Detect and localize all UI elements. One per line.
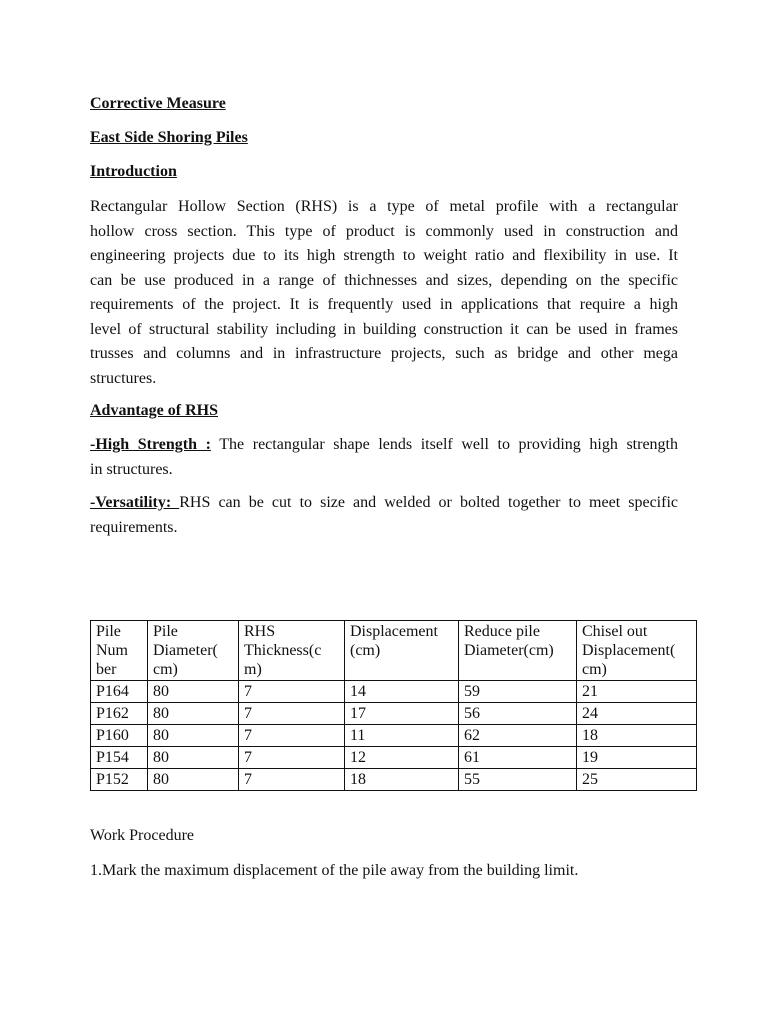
- cell-displacement: 12: [345, 747, 459, 769]
- cell-displacement: 17: [345, 703, 459, 725]
- introduction-paragraph: [90, 195, 678, 391]
- heading-advantage-of-rhs: Advantage of RHS: [90, 402, 219, 419]
- advantage-line: requirements.: [90, 518, 178, 536]
- cell-pile-diameter: 80: [148, 703, 239, 725]
- advantage-text: RHS can be cut to size and welded or bolted together to meet specific: [179, 494, 678, 511]
- cell-pile-number: P154: [91, 747, 148, 769]
- cell-chisel-out-displacement: 19: [577, 747, 697, 769]
- intro-line: structures.: [90, 369, 157, 387]
- intro-line: Rectangular Hollow Section (RHS) is a type of metal profile with a rectangular: [90, 198, 678, 215]
- cell-reduce-pile-diameter: 56: [459, 703, 577, 725]
- pile-table: [90, 620, 697, 791]
- cell-pile-number: P162: [91, 703, 148, 725]
- header-rhs-thickness: RHS Thickness(c m): [239, 621, 345, 681]
- cell-rhs-thickness: 7: [239, 703, 345, 725]
- intro-line: hollow cross section. This type of product is commonly used in construction and: [90, 222, 678, 240]
- cell-pile-diameter: 80: [148, 769, 239, 791]
- cell-reduce-pile-diameter: 55: [459, 769, 577, 791]
- header-pile-diameter: Pile Diameter( cm): [148, 621, 239, 681]
- cell-chisel-out-displacement: 24: [577, 703, 697, 725]
- heading-introduction: Introduction: [90, 163, 177, 180]
- table-header-row: [91, 621, 697, 681]
- heading-east-side-shoring-piles: East Side Shoring Piles: [90, 129, 248, 146]
- table-row: [91, 747, 697, 769]
- cell-chisel-out-displacement: 21: [577, 681, 697, 703]
- cell-displacement: 11: [345, 725, 459, 747]
- intro-line: level of structural stability including in building construction it can be used in frames: [90, 320, 678, 338]
- intro-line: can be use produced in a range of thichnesses and sizes, depending on the specific: [90, 271, 678, 289]
- intro-line: trusses and columns and in infrastructure projects, such as bridge and other mega: [90, 345, 678, 362]
- header-pile-number: Pile Num ber: [91, 621, 148, 681]
- heading-corrective-measure: Corrective Measure: [90, 95, 226, 112]
- advantage-versatility: [90, 491, 678, 540]
- advantage-label-high-strength: -High Strength :: [90, 436, 211, 453]
- cell-reduce-pile-diameter: 59: [459, 681, 577, 703]
- header-reduce-pile-diameter: Reduce pile Diameter(cm): [459, 621, 577, 681]
- cell-pile-diameter: 80: [148, 747, 239, 769]
- cell-rhs-thickness: 7: [239, 769, 345, 791]
- advantage-line: [90, 491, 678, 516]
- cell-displacement: 14: [345, 681, 459, 703]
- cell-displacement: 18: [345, 769, 459, 791]
- advantage-line: in structures.: [90, 460, 173, 478]
- table-row: [91, 769, 697, 791]
- intro-line: engineering projects due to its high strength to weight ratio and flexibility in use. It: [90, 247, 678, 264]
- cell-pile-number: P160: [91, 725, 148, 747]
- intro-line: requirements of the project. It is frequently used in applications that require a high: [90, 296, 678, 313]
- heading-work-procedure: Work Procedure: [90, 827, 195, 844]
- procedure-step-1: 1.Mark the maximum displacement of the pile away from the building limit.: [90, 862, 579, 879]
- advantage-line: [90, 433, 678, 458]
- cell-pile-number: P152: [91, 769, 148, 791]
- cell-rhs-thickness: 7: [239, 747, 345, 769]
- header-chisel-out-displacement: Chisel out Displacement( cm): [577, 621, 697, 681]
- cell-chisel-out-displacement: 25: [577, 769, 697, 791]
- cell-chisel-out-displacement: 18: [577, 725, 697, 747]
- cell-rhs-thickness: 7: [239, 681, 345, 703]
- advantage-high-strength: [90, 433, 678, 482]
- advantage-text: The rectangular shape lends itself well to providing high strength: [210, 436, 678, 453]
- table-row: [91, 681, 697, 703]
- advantage-label-versatility: -Versatility:: [90, 494, 180, 511]
- table-row: [91, 725, 697, 747]
- cell-pile-diameter: 80: [148, 681, 239, 703]
- cell-rhs-thickness: 7: [239, 725, 345, 747]
- cell-pile-diameter: 80: [148, 725, 239, 747]
- cell-reduce-pile-diameter: 61: [459, 747, 577, 769]
- table-row: [91, 703, 697, 725]
- cell-reduce-pile-diameter: 62: [459, 725, 577, 747]
- cell-pile-number: P164: [91, 681, 148, 703]
- header-displacement: Displacement (cm): [345, 621, 459, 681]
